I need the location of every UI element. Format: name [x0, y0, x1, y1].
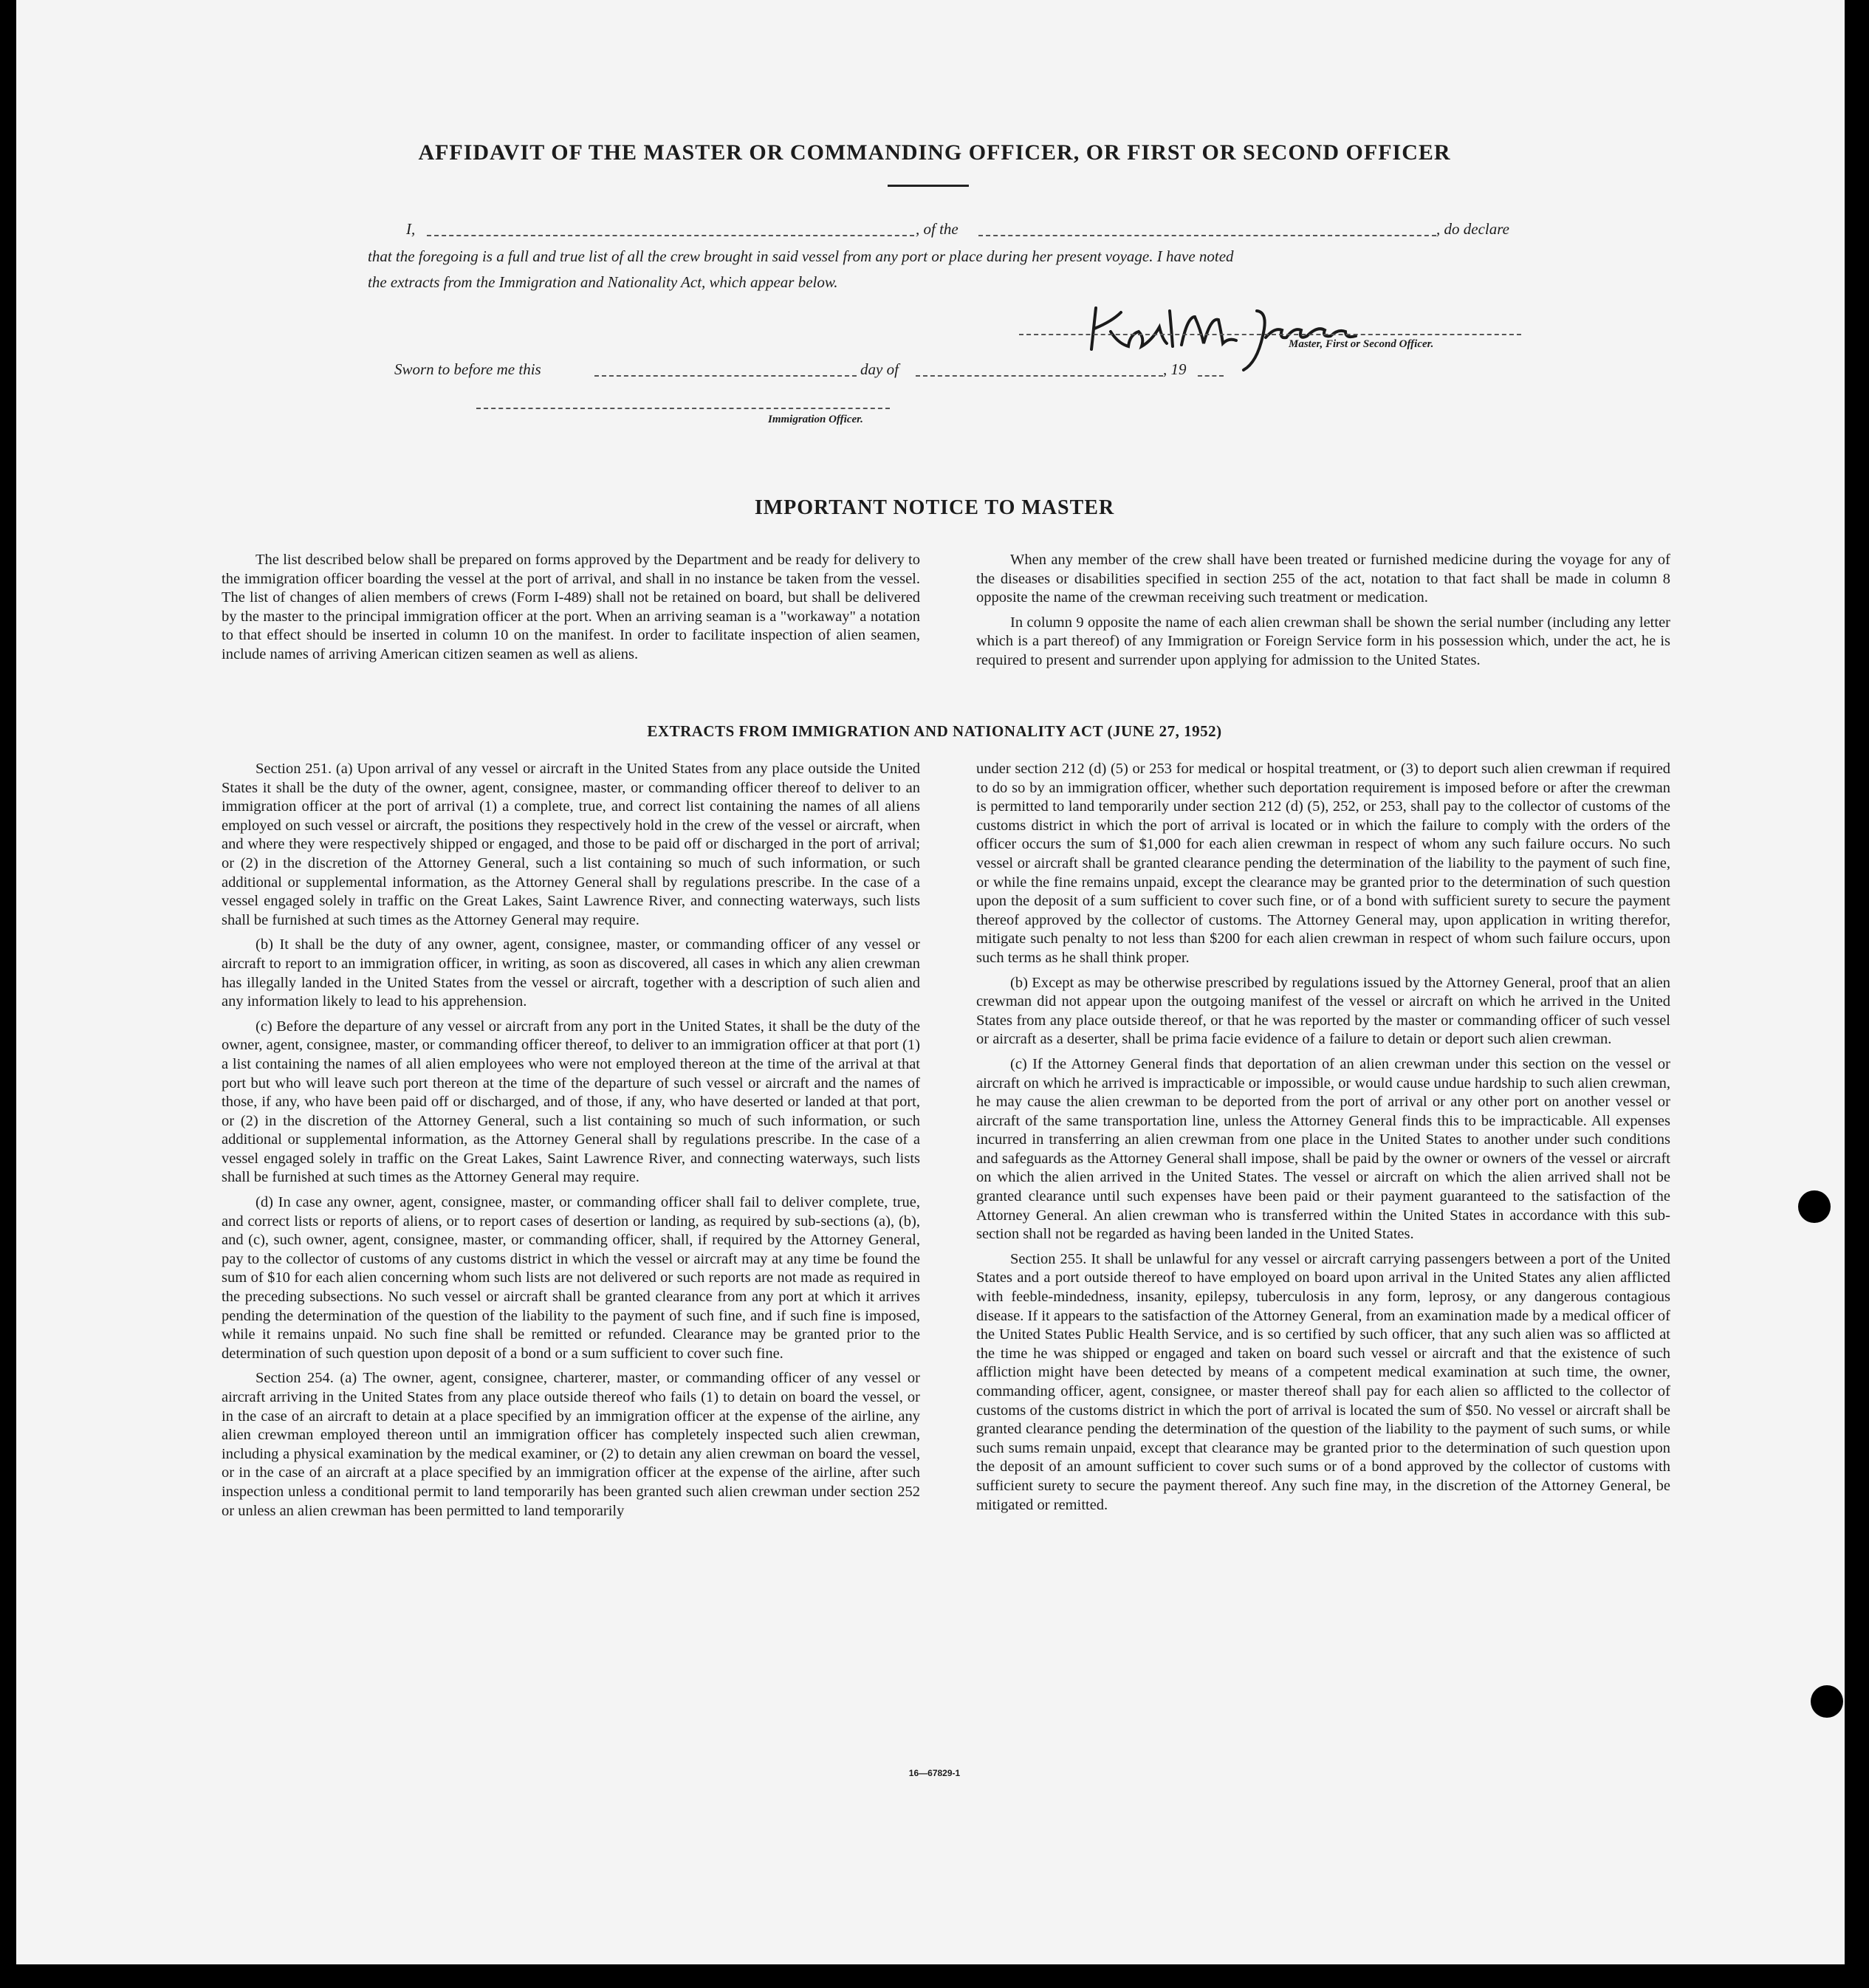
notice-paragraph: The list described below shall be prepared on forms approved by the Department and be ready for delivery to the immigration officer boarding the vessel at the port of arrival, and shall in no instance be taken from the vessel. The list of changes of alien members of crews (Form I-489) shall not be retained on board, but shall be delivered by the master to the principal immigration officer at the port. When an arriving seaman is a "workaway" a notation to that effect should be inserted in column 10 on the manifest. In order to facilitate inspection of alien seamen, include names of arriving American citizen seamen as well as aliens.: [222, 552, 920, 662]
extract-paragraph: (b) Except as may be otherwise prescribed by regulations issued by the Attorney General, proof that an alien crewman did not appear upon the outgoing manifest of the vessel or aircraft on which he arrived in the United States from any place outside thereof, or that he was reported by the master or commanding officer of such vessel or aircraft as a deserter, shall be prima facie evidence of a failure to detain or deport such alien crewman.: [976, 974, 1670, 1048]
day-of-label: day of: [860, 360, 899, 378]
extract-paragraph: (d) In case any owner, agent, consignee, master, or commanding officer shall fail to deliver complete, true, and correct lists or reports of aliens, or to report cases of desertion or landing, as required by sub-sections (a), (b), and (c), such owner, agent, consignee, master, or commanding officer, shall, if required by the Attorney General, pay to the collector of customs of any customs district in which the vessel or aircraft may at any time be found the sum of $10 for each alien concerning whom such lists are not delivered or such reports are not made as required in the preceding subsections. No such vessel or aircraft shall be granted clearance from any port at which it arrives pending the determination of the question of the liability to the payment of such fine, and if such fine is imposed, while it remains unpaid. No such fine shall be remitted or refunded. Clearance may be granted prior to the determination of such question upon deposit of a bond or a sum sufficient to cover such fine.: [222, 1194, 920, 1362]
notice-paragraph: When any member of the crew shall have been treated or furnished medicine during the voyage for any of the diseases or disabilities specified in section 255 of the act, notation to that fact shall be made in column 8 opposite the name of the crewman receiving such treatment or medication.: [976, 552, 1670, 606]
extract-paragraph: Section 255. It shall be unlawful for any vessel or aircraft carrying passengers between a port of the United States and a port outside thereof to have employed on board upon arrival in the United States any alien afflicted with feeble-mindedness, insanity, epilepsy, tuberculosis in any form, leprosy, or any dangerous contagious disease. If it appears to the satisfaction of the Attorney General, from an examination made by a medical officer of the United States Public Health Service, and is so certified by such officer, that any such alien was so afflicted at the time he was shipped or engaged and taken on board such vessel or aircraft and that the existence of such affliction might have been detected by means of a competent medical examination at such time, the owner, commanding officer, agent, consignee, or master thereof shall pay for each alien so afflicted to the collector of customs of the customs district in which the port of arrival is located the sum of $50. No vessel or aircraft shall be granted clearance pending the determination of the question of the liability to the payment of such sums, or while such sums remain unpaid, except that clearance may be granted prior to the determination of such question upon the deposit of an amount sufficient to cover such sums or of a bond approved by the collector of customs with sufficient surety to secure the payment thereof. Any such fine may, in the discretion of the Attorney General, be mitigated or remitted.: [976, 1250, 1670, 1513]
vessel-blank: [978, 235, 1436, 236]
affidavit-title: AFFIDAVIT OF THE MASTER OR COMMANDING OFFICER, OR FIRST OR SECOND OFFICER: [418, 140, 1451, 165]
extract-paragraph: (c) If the Attorney General finds that deportation of an alien crewman under this section on the vessel or aircraft on which he arrived is impracticable or impossible, or would cause undue hardship to such alien crewman, he may cause the alien crewman to be deported from the port of arrival or any other port on another vessel or aircraft of the same transportation line, unless the Attorney General finds this to be impracticable. All expenses incurred in transferring an alien crewman from one place in the United States to another under such conditions and safeguards as the Attorney General shall impose, shall be paid by the owner or owners of the vessel or aircraft on which the alien arrived in the United States. The vessel or aircraft on which the alien arrived shall not be granted clearance until such expenses have been paid or their payment guaranteed to the satisfaction of the Attorney General. An alien crewman who is transferred within the United States in accordance with this sub-section shall not be regarded as having been landed in the United States.: [976, 1055, 1670, 1243]
year-label: , 19: [1163, 360, 1187, 378]
do-declare-label: , do declare: [1436, 220, 1509, 238]
name-blank: [427, 235, 914, 236]
notice-paragraph: In column 9 opposite the name of each alien crewman shall be shown the serial number (including any letter which is a part thereof) of any Immigration or Foreign Service form in his possession which, under the act, he is required to present and surrender upon applying for admission to the United States.: [976, 614, 1670, 668]
extracts-title: EXTRACTS FROM IMMIGRATION AND NATIONALITY ACT (JUNE 27, 1952): [647, 722, 1222, 740]
sworn-year-blank: [1198, 375, 1224, 377]
statement-line-2: the extracts from the Immigration and Nationality Act, which appear below.: [368, 273, 838, 291]
notice-left-column: [222, 551, 920, 671]
notice-right-column: [976, 551, 1670, 676]
extract-paragraph: (c) Before the departure of any vessel or aircraft from any port in the United States, it shall be the duty of the owner, agent, consignee, master, or commanding officer thereof, to deliver to an immigration officer at that port (1) a list containing the names of all alien employees who were not employed thereon at the time of the arrival at that port but who will leave such port thereon at the time of the departure of such vessel or aircraft and the names of those, if any, who have been paid off or discharged, and of those, if any, who have deserted or landed at that port, or (2) in the discretion of the Attorney General, such a list containing so much of such information, or such additional or supplemental information, as the Attorney General shall by regulations prescribe. In the case of a vessel engaged solely in traffic on the Great Lakes, Saint Lawrence River, and connecting waterways, such lists shall be furnished at such times as the Attorney General may require.: [222, 1018, 920, 1186]
extracts-right-column: [976, 760, 1670, 1521]
statement-line-1: that the foregoing is a full and true list of all the crew brought in said vessel from any port or place during her present voyage. I have noted: [368, 247, 1234, 265]
signature-caption: Master, First or Second Officer.: [1289, 338, 1434, 350]
of-the-label: , of the: [916, 220, 958, 238]
punch-hole-upper: [1798, 1190, 1831, 1223]
officer-blank: [476, 408, 890, 409]
extract-paragraph: (b) It shall be the duty of any owner, agent, consignee, master, or commanding officer of any vessel or aircraft to report to an immigration officer, in writing, as soon as discovered, all cases in which any alien crewman has illegally landed in the United States from the vessel or aircraft, together with a description of such alien and any information likely to lead to his apprehension.: [222, 936, 920, 1010]
sworn-day-blank: [594, 375, 857, 377]
handwritten-signature: [1086, 292, 1366, 373]
extracts-left-column: [222, 760, 920, 1526]
officer-caption: Immigration Officer.: [768, 414, 863, 425]
title-rule: [888, 185, 969, 187]
form-number: 16—67829-1: [908, 1768, 961, 1778]
sworn-label: Sworn to before me this: [394, 360, 541, 378]
extract-paragraph: under section 212 (d) (5) or 253 for medical or hospital treatment, or (3) to deport such alien crewman if required to do so by an immigration officer, whether such deportation requirement is imposed before or after the crewman is permitted to land temporarily under section 212 (d) (5), 252, or 253, shall pay to the collector of customs of the customs district in which the port of arrival is located or in which the failure to comply with the orders of the officer occurs the sum of $1,000 for each alien crewman in respect of whom any such failure occurs. No such vessel or aircraft shall be granted clearance pending the determination of the liability to the payment of such fine, or while the fine remains unpaid, except the clearance may be granted prior to the determination of such question upon the deposit of a sum sufficient to cover such fine, or of a bond with sufficient surety to secure the payment thereof approved by the collector of customs. The Attorney General may, upon application in writing therefor, mitigate such penalty to not less than $200 for each alien crewman in respect of whom such failure occurs, upon such terms as he shall think proper.: [976, 761, 1670, 966]
notice-title: IMPORTANT NOTICE TO MASTER: [754, 496, 1115, 519]
punch-hole-lower: [1811, 1685, 1843, 1718]
extract-paragraph: Section 254. (a) The owner, agent, consignee, charterer, master, or commanding officer of any vessel or aircraft arriving in the United States from any place outside thereof who fails (1) to detain on board the vessel, or in the case of an aircraft to detain at a place specified by an immigration officer at the expense of the airline, any alien crewman employed thereon until an immigration officer has completely inspected such alien crewman, including a physical examination by the medical examiner, or (2) to detain any alien crewman on board the vessel, or in the case of an aircraft at a place specified by an immigration officer at the expense of the airline, after such inspection unless a conditional permit to land temporarily has been granted such alien crewman under section 252 or unless an alien crewman has been permitted to land temporarily: [222, 1370, 920, 1519]
signature-blank: [1019, 334, 1521, 335]
sworn-month-blank: [916, 375, 1163, 377]
extract-paragraph: Section 251. (a) Upon arrival of any vessel or aircraft in the United States from any place outside the United States it shall be the duty of the owner, agent, consignee, master, or commanding officer thereof to deliver to an immigration officer at the port of arrival (1) a complete, true, and correct list containing the names of all aliens employed on such vessel or aircraft, the positions they respectively hold in the crew of the vessel or aircraft, when and where they were respectively shipped or engaged, and those to be paid off or discharged in the port of arrival; or (2) in the discretion of the Attorney General, such a list containing so much of such information, or such additional or supplemental information, as the Attorney General shall by regulations prescribe. In the case of a vessel engaged solely in traffic on the Great Lakes, Saint Lawrence River, and connecting waterways, such lists shall be furnished at such times as the Attorney General may require.: [222, 761, 920, 928]
i-label: I,: [406, 220, 416, 238]
